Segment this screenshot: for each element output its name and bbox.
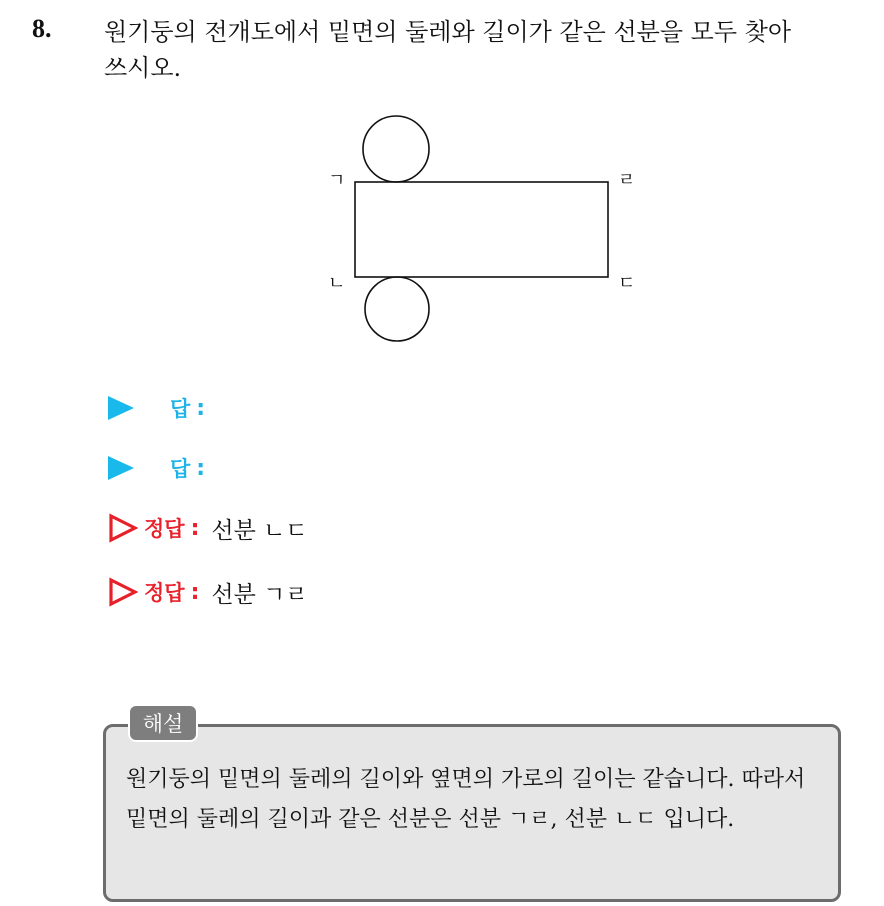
question-text: 원기둥의 전개도에서 밑면의 둘레와 길이가 같은 선분을 모두 찾아 쓰시오. — [104, 18, 791, 82]
correct-answer-text: 선분 ㄴㄷ — [211, 517, 308, 544]
bottom-base-circle — [365, 277, 429, 341]
correct-answer-text: 선분 ㄱㄹ — [211, 581, 308, 608]
question-number: 8. — [32, 14, 52, 43]
vertex-label-bottom-right: ㄷ — [618, 273, 636, 294]
outline-triangle-icon — [108, 513, 138, 543]
vertex-label-top-right: ㄹ — [618, 170, 636, 191]
answer-colon: : — [196, 395, 206, 421]
explanation-tag: 해설 — [128, 704, 198, 742]
answer-line — [108, 450, 205, 486]
correct-answer-colon: : — [190, 579, 200, 605]
vertex-label-top-left: ㄱ — [328, 170, 346, 191]
answer-line — [108, 390, 205, 426]
correct-answer-line — [108, 510, 308, 546]
outline-triangle-icon — [108, 577, 138, 607]
explanation-text: 원기둥의 밑면의 둘레의 길이와 옆면의 가로의 길이는 같습니다. 따라서 밑면의 둘레의 길이과 같은 선분은 선분 ㄱㄹ, 선분 ㄴㄷ 입니다. — [126, 767, 806, 832]
correct-answer-colon: : — [190, 515, 200, 541]
answer-colon: : — [196, 455, 206, 481]
correct-answer-line — [108, 574, 308, 610]
answer-label: 답 — [170, 457, 191, 481]
cylinder-net-figure — [0, 0, 884, 400]
play-triangle-icon — [108, 456, 134, 480]
top-base-circle — [363, 116, 429, 182]
play-triangle-icon — [108, 396, 134, 420]
correct-answer-label: 정답 — [144, 517, 185, 541]
answer-label: 답 — [170, 397, 191, 421]
correct-answer-label: 정답 — [144, 581, 185, 605]
vertex-label-bottom-left: ㄴ — [328, 273, 346, 294]
side-rectangle — [355, 182, 608, 277]
